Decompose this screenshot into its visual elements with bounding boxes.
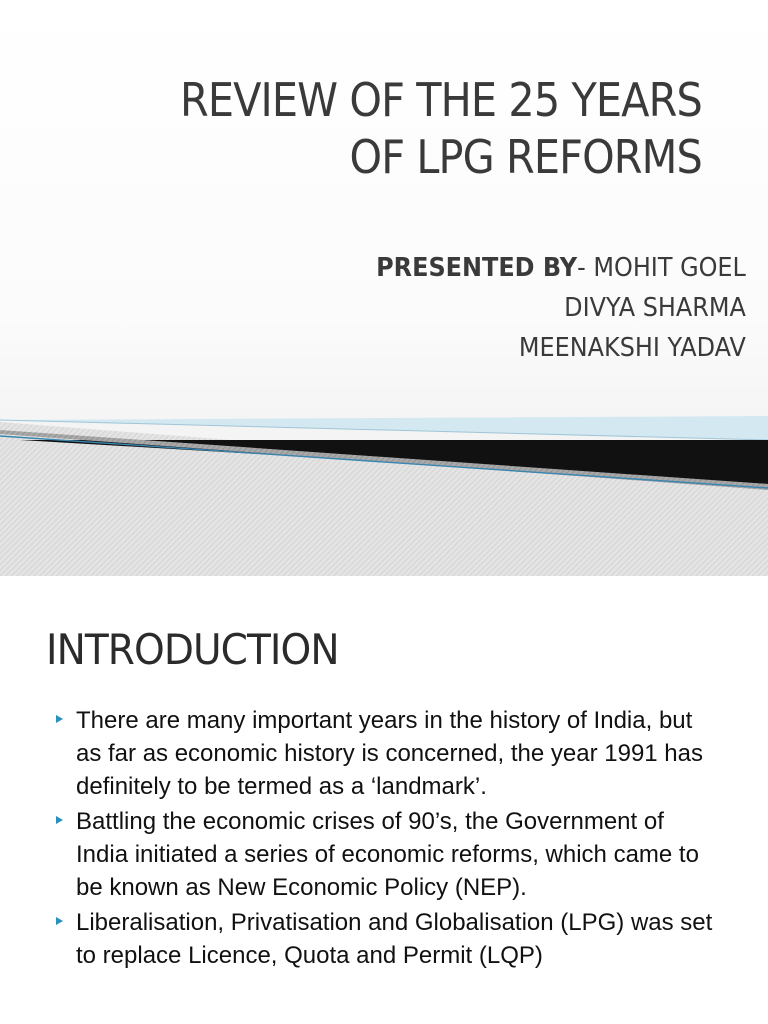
triangle-right-icon xyxy=(56,715,63,723)
presenter-name-3: MEENAKSHI YADAV xyxy=(519,333,746,363)
bullet-text-1: There are many important years in the history of India, but as far as economic history is concerned, the year 1991 has definitely to be termed as a ‘landmark’. xyxy=(76,707,703,800)
presented-by-label: PRESENTED BY xyxy=(376,253,578,283)
introduction-slide xyxy=(0,576,768,1024)
title-line-1: REVIEW OF THE 25 YEARS xyxy=(180,73,702,127)
presenters-block xyxy=(376,248,746,368)
bullet-text-3: Liberalisation, Privatisation and Globalisation (LPG) was set to replace Licence, Quota and Permit (LQP) xyxy=(76,909,713,969)
presenter-name-1: - MOHIT GOEL xyxy=(577,253,746,283)
list-item xyxy=(50,704,720,803)
triangle-right-icon xyxy=(56,917,63,925)
title-line-2: OF LPG REFORMS xyxy=(349,130,702,184)
triangle-right-icon xyxy=(56,816,63,824)
presenter-line-1 xyxy=(376,248,746,288)
presentation-title xyxy=(180,72,702,186)
list-item xyxy=(50,805,720,904)
decorative-band xyxy=(0,400,768,576)
slide-heading: INTRODUCTION xyxy=(46,625,339,674)
presenter-name-2: DIVYA SHARMA xyxy=(564,293,746,323)
bullet-list xyxy=(50,704,720,974)
bullet-text-2: Battling the economic crises of 90’s, the Government of India initiated a series of economic reforms, which came to be known as New Economic Policy (NEP). xyxy=(76,808,699,901)
list-item xyxy=(50,906,720,972)
